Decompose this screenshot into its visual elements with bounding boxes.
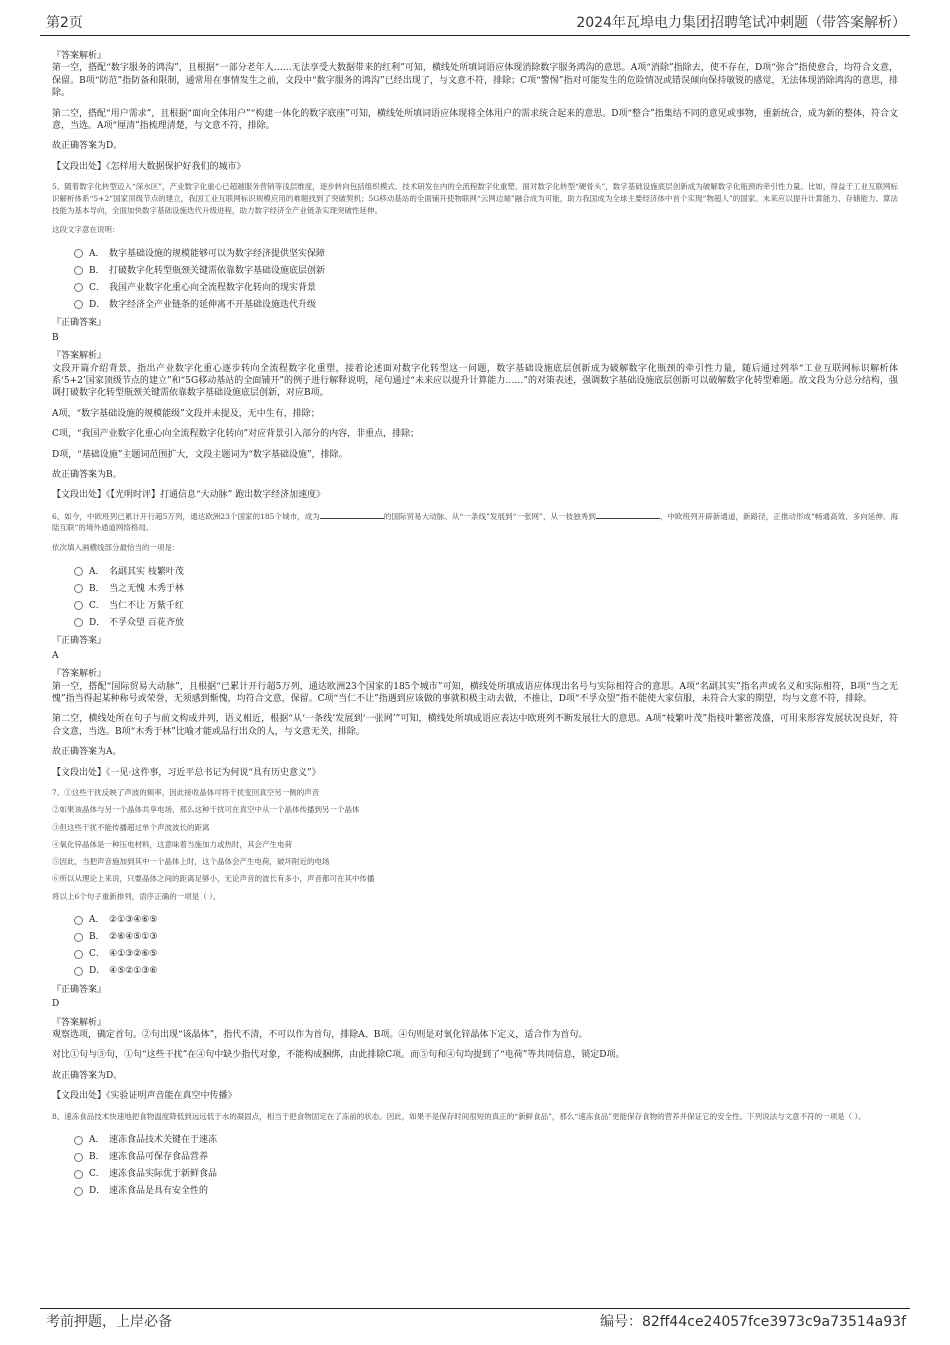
radio-icon[interactable]	[74, 567, 83, 576]
option-item[interactable]	[74, 1132, 898, 1149]
radio-icon[interactable]	[74, 916, 83, 925]
radio-icon[interactable]	[74, 1170, 83, 1179]
footer-rule	[40, 1308, 910, 1309]
explanation-paragraph: 故正确答案为D。	[52, 1070, 123, 1081]
source-citation: 【文段出处】《一见·这件事，习近平总书记为何说“具有历史意义”》	[52, 767, 321, 778]
option-item[interactable]	[74, 1149, 898, 1166]
option-item[interactable]	[74, 597, 898, 614]
option-list	[74, 245, 898, 313]
explanation-paragraph: 第一空，搭配“国际贸易大动脉”，且根据“已累计开行超5万列，通达欧洲23个国家的185个城市”可知，横线处所填成语应体现出名号与实际相符合的意思。A项“名副其实”指名声或名义和实际相符，B项“当之无愧”指当得起某种称号或荣誉，无须感到惭愧，均符合文意，保留。C项“当仁不让”指遇到应该做的事就积极主动去做，不推让，D项“不孚众望”指不能使大家信服，未符合大家的期望，均与文意不符，排除。	[52, 681, 898, 704]
option-text: 当仁不让 万紫千红	[109, 600, 184, 611]
option-list	[74, 563, 898, 631]
option-letter: B．	[89, 932, 105, 943]
explanation-paragraph: A项，“数字基础设施的规模能级”文段并未提及，无中生有，排除；	[52, 408, 320, 419]
section-label: 『答案解析』	[52, 669, 107, 680]
radio-icon[interactable]	[74, 618, 83, 627]
option-text: 数字经济全产业链条的延伸离不开基础设施迭代升级	[109, 299, 317, 310]
option-letter: B．	[89, 265, 105, 276]
explanation-paragraph: 文段开篇介绍背景，指出产业数字化重心逐步转向全流程数字化重塑，接着论述面对数字化转型这一问题，数字基础设施底层创新成为破解数字化瓶颈的牵引性力量，随后通过列举“工业互联网标识解析体系‘5+2’国家顶级节点的建立”和“5G移动基站的全面铺开”的例子进行解释说明，尾句通过“未来应以提升计算能力……”的对策表述，强调数字基础设施底层创新可以破解数字化转型难题。故文段为分总分结构，强调打破数字化转型瓶颈关键需依靠数字基础设施底层创新，对应B项。	[52, 363, 898, 399]
question-stem: 5、随着数字化转型迈入“深水区”，产业数字化重心已超越服务营销等浅层维度，逐步转向包括组织模式、技术研发在内的全流程数字化重塑。面对数字化转型“硬骨头”，数字基础设施底层创新成为破解数字化瓶颈的牵引性力量。比如，得益于工业互联网标识解析体系“5+2”国家顶级节点的建立，我国工业互联网标识规模应用的难题找到了突破契机；5G移动基站的全面铺开使物联网“云网边端”融合成为可能，助力我国成为全球主要经济体中首个实现“物超人”的国家。未来应以提升计算能力、存储能力、算法技能为基本导向，全面加快数字基础设施迭代升级进程，助力数字经济全产业链条实现突破性延伸。	[52, 182, 898, 215]
option-text: 不孚众望 百花齐放	[109, 617, 184, 628]
option-item[interactable]	[74, 245, 898, 262]
option-letter: C．	[89, 282, 105, 293]
document-title: 2024年瓦埠电力集团招聘笔试冲刺题（带答案解析）	[576, 15, 906, 31]
radio-icon[interactable]	[74, 933, 83, 942]
footer-slogan: 考前押题，上岸必备	[46, 1314, 172, 1330]
question-text: 6、如今，中欧班列已累计开行超5万列，通达欧洲23个国家的185个城市，成为	[52, 511, 320, 521]
option-letter: A．	[89, 248, 105, 259]
option-item[interactable]	[74, 912, 898, 929]
question-line: 依次填入画横线部分最恰当的一项是：	[52, 543, 180, 553]
question-line: 7、①这些干扰反映了声波的频率，因此接收晶体可将干扰变回真空另一侧的声音	[52, 788, 320, 797]
option-text: 速冻食品是具有安全性的	[109, 1186, 209, 1197]
question-line: ④氧化锌晶体是一种压电材料，这意味着当施加力或热时，其会产生电荷	[52, 839, 292, 849]
document-id: 编号：82ff44ce24057fce3973c9a73514a93f	[599, 1314, 906, 1330]
section-label: 『答案解析』	[52, 351, 107, 362]
option-item[interactable]	[74, 929, 898, 946]
explanation-paragraph: 第一空，搭配“数字服务的鸿沟”，且根据“一部分老年人……无法享受大数据带来的红利”可知，横线处所填词语应体现消除数字服务鸿沟的意思。A项“消除”指除去，使不存在，D项“弥合”指使愈合，均符合文意，保留。B项“防范”指防备和限制，通常用在事情发生之前，文段中“数字服务的鸿沟”已经出现了，与文意不符，排除；C项“警惕”指对可能发生的危险情况或错误倾向保持敏锐的感觉，无法体现消除鸿沟的意思，排除。	[52, 63, 898, 99]
radio-icon[interactable]	[74, 249, 83, 258]
radio-icon[interactable]	[74, 1187, 83, 1196]
answer-line: 『正确答案』	[52, 636, 107, 647]
question-stem	[52, 510, 898, 534]
option-text: ④①③②⑥⑤	[109, 949, 158, 960]
option-letter: D．	[89, 617, 106, 628]
question-line: 这段文字意在说明：	[52, 225, 120, 235]
radio-icon[interactable]	[74, 967, 83, 976]
fill-blank	[596, 510, 660, 519]
option-letter: A．	[89, 566, 105, 577]
page-number: 第2页	[46, 15, 83, 31]
radio-icon[interactable]	[74, 300, 83, 309]
option-text: 我国产业数字化重心向全流程数字化转向的现实背景	[109, 282, 317, 293]
option-text: 速冻食品技术关键在于速冻	[109, 1135, 218, 1146]
explanation-paragraph: 故正确答案为A。	[52, 747, 122, 758]
option-text: ②⑥④⑤①③	[109, 932, 158, 943]
source-citation: 【文段出处】《实验证明声音能在真空中传播》	[52, 1091, 237, 1102]
option-text: ②①③④⑥⑤	[109, 915, 158, 926]
question-line: ③但这些干扰不能传播超过单个声波波长的距离	[52, 822, 210, 832]
option-list	[74, 1132, 898, 1200]
radio-icon[interactable]	[74, 584, 83, 593]
page-header	[0, 0, 950, 40]
option-letter: A．	[89, 915, 105, 926]
answer-line: 『正确答案』	[52, 984, 107, 995]
radio-icon[interactable]	[74, 1136, 83, 1145]
question-line: ②如果该晶体与另一个晶体共享电场，那么这种干扰可在真空中从一个晶体传播到另一个晶体	[52, 805, 360, 815]
option-text: 速冻食品可保存食品营养	[109, 1152, 209, 1163]
option-letter: A．	[89, 1135, 105, 1146]
option-text: ④⑤②①③⑥	[109, 966, 158, 977]
option-text: 当之无愧 木秀于林	[109, 583, 184, 594]
source-citation: 【文段出处】《怎样用大数据保护好我们的城市》	[52, 161, 246, 172]
answer-line: 『正确答案』	[52, 318, 107, 329]
radio-icon[interactable]	[74, 266, 83, 275]
explanation-paragraph: 故正确答案为D。	[52, 141, 123, 152]
option-letter: C．	[89, 949, 105, 960]
explanation-paragraph: D项，“基础设施”主题词范围扩大，文段主题词为“数字基础设施”，排除。	[52, 449, 348, 460]
header-rule	[40, 35, 910, 36]
explanation-paragraph: 第二空，搭配“用户需求”，且根据“面向全体用户”“构建一体化的数字底座”可知，横线处所填词语应体现将全体用户的需求统合起来的意思。D项“整合”指集结不同的意见或事物，重新统合，成为新的整体，符合文意，当选。A项“厘清”指梳理清楚，与文意不符，排除。	[52, 108, 898, 132]
option-text: 名副其实 枝繁叶茂	[109, 566, 184, 577]
question-text: ，中欧班列开辟新通道，新路径，正推动形成“畅通高效、多向延伸、海陆互联”的境外通道网络格局。	[52, 511, 898, 533]
question-line: 8、速冻食品技术快速地把食物温度降低到远远低于水的凝固点，相当于把食物固定在了冻前的状态。因此，如果不是保存时间很短的真正的“新鲜食品”，那么“速冻食品”更能保存食物的营养并保证它的安全性。下列说法与文意不符的一项是（ ）。	[52, 1111, 866, 1121]
option-item[interactable]	[74, 1166, 898, 1183]
explanation-paragraph: 故正确答案为B。	[52, 470, 122, 481]
option-letter: D．	[89, 299, 106, 310]
question-line: 将以上6个句子重新排列，语序正确的一项是（ ）。	[52, 891, 221, 901]
explanation-paragraph: 观察选项，确定首句。②句出现“该晶体”，指代不清，不可以作为首句，排除A、B项。④句则是对氧化锌晶体下定义，适合作为首句。	[52, 1029, 588, 1040]
option-letter: B．	[89, 1152, 105, 1163]
option-text: 速冻食品实际优于新鲜食品	[109, 1169, 218, 1180]
option-item[interactable]	[74, 946, 898, 963]
document-body	[52, 44, 898, 1204]
option-text: 打破数字化转型瓶颈关键需依靠数字基础设施底层创新	[109, 265, 326, 276]
question-line: ⑥所以从理论上来说，只要晶体之间的距离足够小，无论声音的波长有多小，声音都可在其中传播	[52, 874, 375, 884]
page-footer	[0, 1298, 950, 1345]
fill-blank	[320, 510, 384, 519]
radio-icon[interactable]	[74, 601, 83, 610]
option-letter: D．	[89, 1186, 106, 1197]
option-letter: D．	[89, 966, 106, 977]
answer-line: A	[52, 650, 59, 661]
option-letter: C．	[89, 600, 105, 611]
section-label: 『答案解析』	[52, 1017, 107, 1028]
option-text: 数字基础设施的规模能够可以为数字经济提供坚实保障	[109, 248, 326, 259]
option-item[interactable]	[74, 580, 898, 597]
option-item[interactable]	[74, 614, 898, 631]
explanation-paragraph: 第二空，横线处所在句子与前文构成并列，语义相近，根据“从‘一条线’发展到‘一张网’”可知，横线处所填成语应表达中欧班列不断发展壮大的意思。A项“枝繁叶茂”指枝叶繁密茂盛，可用来形容发展状况良好，符合文意，当选。B项“木秀于林”比喻才能或品行出众的人，与文意无关，排除。	[52, 714, 898, 737]
answer-line: D	[52, 999, 60, 1010]
source-citation: 【文段出处】《【光明时评】打通信息“大动脉” 跑出数字经济加速度》	[52, 490, 326, 501]
explanation-paragraph: 对比①句与⑤句，①句“这些干扰”在④句中缺少指代对象，不能构成捆绑，由此排除C项。而⑤句和④句均提到了“电荷”等共同信息，锁定D项。	[52, 1050, 625, 1061]
explanation-paragraph: C项，“我国产业数字化重心向全流程数字化转向”对应背景引入部分的内容，非重点，排除；	[52, 429, 420, 440]
question-line: ⑤因此，当把声音施加到其中一个晶体上时，这个晶体会产生电荷，破坏附近的电场	[52, 857, 330, 866]
option-item[interactable]	[74, 262, 898, 279]
option-item[interactable]	[74, 563, 898, 580]
section-label: 『答案解析』	[52, 51, 107, 61]
radio-icon[interactable]	[74, 283, 83, 292]
question-text: 的国际贸易大动脉。从“一条线”发展到“一张网”，从一枝独秀到	[383, 511, 596, 521]
option-list	[74, 912, 898, 980]
radio-icon[interactable]	[74, 950, 83, 959]
option-item[interactable]	[74, 963, 898, 980]
option-letter: B．	[89, 583, 105, 594]
option-item[interactable]	[74, 296, 898, 313]
answer-line: B	[52, 332, 59, 343]
radio-icon[interactable]	[74, 1153, 83, 1162]
option-letter: C．	[89, 1169, 105, 1180]
option-item[interactable]	[74, 279, 898, 296]
option-item[interactable]	[74, 1183, 898, 1200]
